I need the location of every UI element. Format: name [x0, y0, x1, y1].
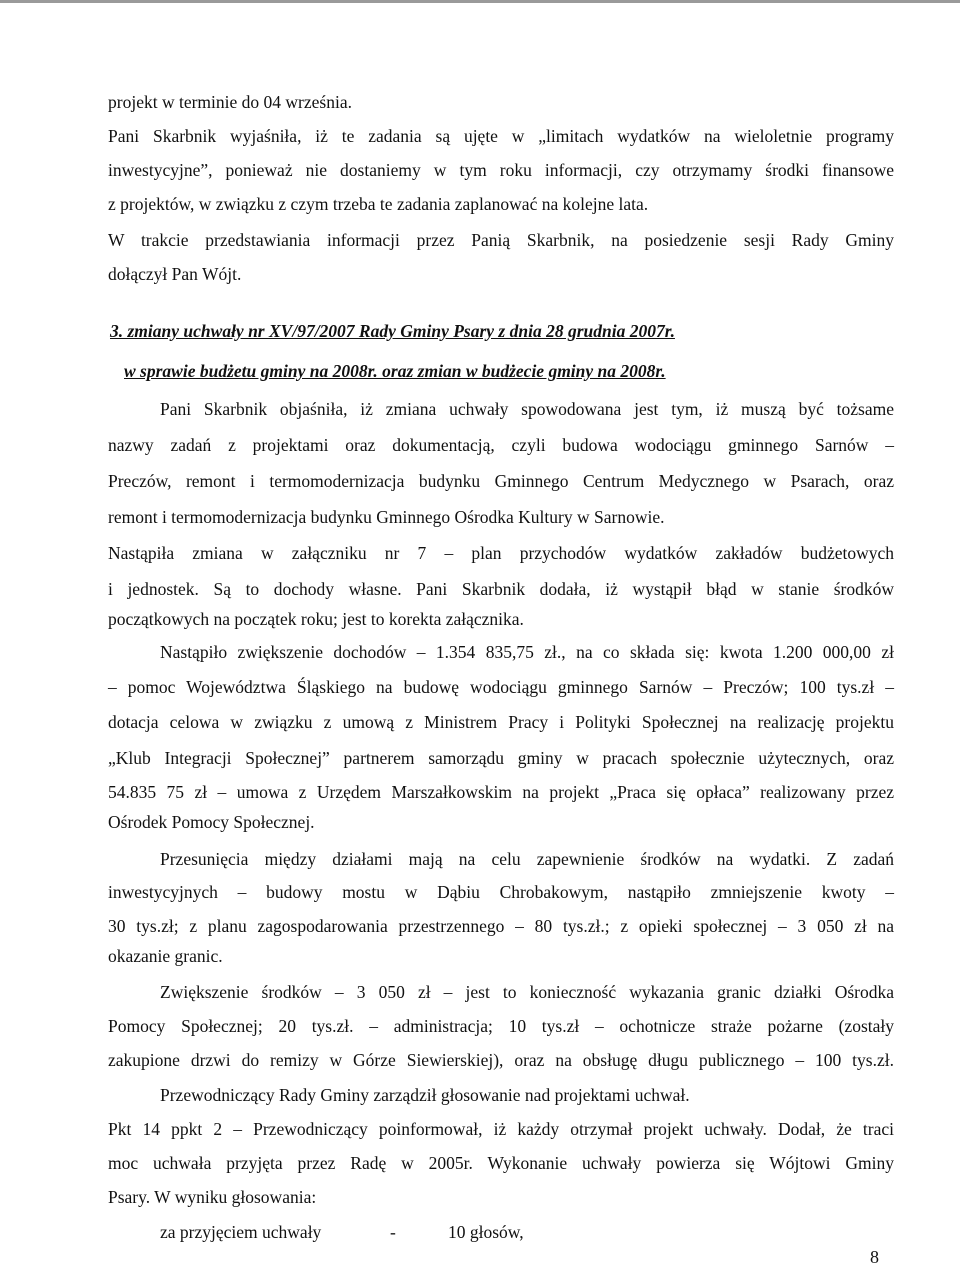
text-line: z projektów, w związku z czym trzeba te zadania zaplanować na kolejne lata. [108, 194, 649, 214]
text-line: zakupione drzwi do remizy w Górze Siewierskiej), oraz na obsługę długu publicznego – 100 tys.zł. [108, 1050, 894, 1070]
text-line: W trakcie przedstawiania informacji przez Panią Skarbnik, na posiedzenie sesji Rady Gminy [108, 230, 894, 250]
section-heading: w sprawie budżetu gminy na 2008r. oraz zmian w budżecie gminy na 2008r. [124, 361, 666, 381]
text-line: Zwiększenie środków – 3 050 zł – jest to konieczność wykazania granic działki Ośrodka [160, 982, 894, 1002]
text-line: Pkt 14 ppkt 2 – Przewodniczący poinformował, iż każdy otrzymał projekt uchwały. Dodał, że traci [108, 1119, 894, 1139]
top-border-line [0, 0, 960, 3]
text-line: Preczów, remont i termomodernizacja budynku Gminnego Centrum Medycznego w Psarach, oraz [108, 471, 894, 491]
text-line: inwestycyjnych – budowy mostu w Dąbiu Chrobakowym, nastąpiło zmniejszenie kwoty – [108, 882, 894, 902]
text-line: Nastąpiło zwiększenie dochodów – 1.354 835,75 zł., na co składa się: kwota 1.200 000,00 zł [160, 642, 894, 662]
text-line: 54.835 75 zł – umowa z Urzędem Marszałkowskim na projekt „Praca się opłaca” realizowany przez [108, 782, 894, 802]
text-line: inwestycyjne”, ponieważ nie dostaniemy w tym roku informacji, czy otrzymamy środki finansowe [108, 160, 894, 180]
text-line: „Klub Integracji Społecznej” partnerem samorządu gminy w pracach społecznie użytecznych, oraz [108, 748, 894, 768]
text-line: Nastąpiła zmiana w załączniku nr 7 – plan przychodów wydatków zakładów budżetowych [108, 543, 894, 563]
text-line: Ośrodek Pomocy Społecznej. [108, 812, 315, 832]
text-line: i jednostek. Są to dochody własne. Pani Skarbnik dodała, iż wystąpił błąd w stanie środków [108, 579, 894, 599]
text-line: dołączył Pan Wójt. [108, 264, 242, 284]
text-line: Przesunięcia między działami mają na celu zapewnienie środków na wydatki. Z zadań [160, 849, 894, 869]
vote-label: za przyjęciem uchwały [160, 1222, 322, 1242]
text-line: 30 tys.zł; z planu zagospodarowania przestrzennego – 80 tys.zł.; z opieki społecznej – 3 050 zł na [108, 916, 894, 936]
text-line: Pani Skarbnik objaśniła, iż zmiana uchwały spowodowana jest tym, iż muszą być tożsame [160, 399, 894, 419]
text-line: Pomocy Społecznej; 20 tys.zł. – administracja; 10 tys.zł – ochotnicze straże pożarne (zostały [108, 1016, 894, 1036]
vote-count: 10 głosów, [448, 1222, 524, 1242]
text-line: Psary. W wyniku głosowania: [108, 1187, 317, 1207]
text-line: projekt w terminie do 04 września. [108, 92, 352, 112]
vote-row [160, 1221, 321, 1243]
text-line: Przewodniczący Rady Gminy zarządził głosowanie nad projektami uchwał. [160, 1085, 690, 1105]
text-line: dotacja celowa w związku z umową z Ministrem Pracy i Polityki Społecznej na realizację projektu [108, 712, 894, 732]
text-line: początkowych na początek roku; jest to korekta załącznika. [108, 609, 524, 629]
section-heading: 3. zmiany uchwały nr XV/97/2007 Rady Gminy Psary z dnia 28 grudnia 2007r. [110, 321, 675, 341]
text-line: moc uchwała przyjęta przez Radę w 2005r. Wykonanie uchwały powierza się Wójtowi Gminy [108, 1153, 894, 1173]
text-line: nazwy zadań z projektami oraz dokumentacją, czyli budowa wodociągu gminnego Sarnów – [108, 435, 894, 455]
vote-dash: - [390, 1222, 396, 1242]
text-line: okazanie granic. [108, 946, 223, 966]
text-line: Pani Skarbnik wyjaśniła, iż te zadania są ujęte w „limitach wydatków na wieloletnie programy [108, 126, 894, 146]
page-number: 8 [870, 1247, 879, 1267]
text-line: remont i termomodernizacja budynku Gminnego Ośrodka Kultury w Sarnowie. [108, 507, 665, 527]
text-line: – pomoc Województwa Śląskiego na budowę wodociągu gminnego Sarnów – Preczów; 100 tys.zł – [108, 677, 894, 697]
